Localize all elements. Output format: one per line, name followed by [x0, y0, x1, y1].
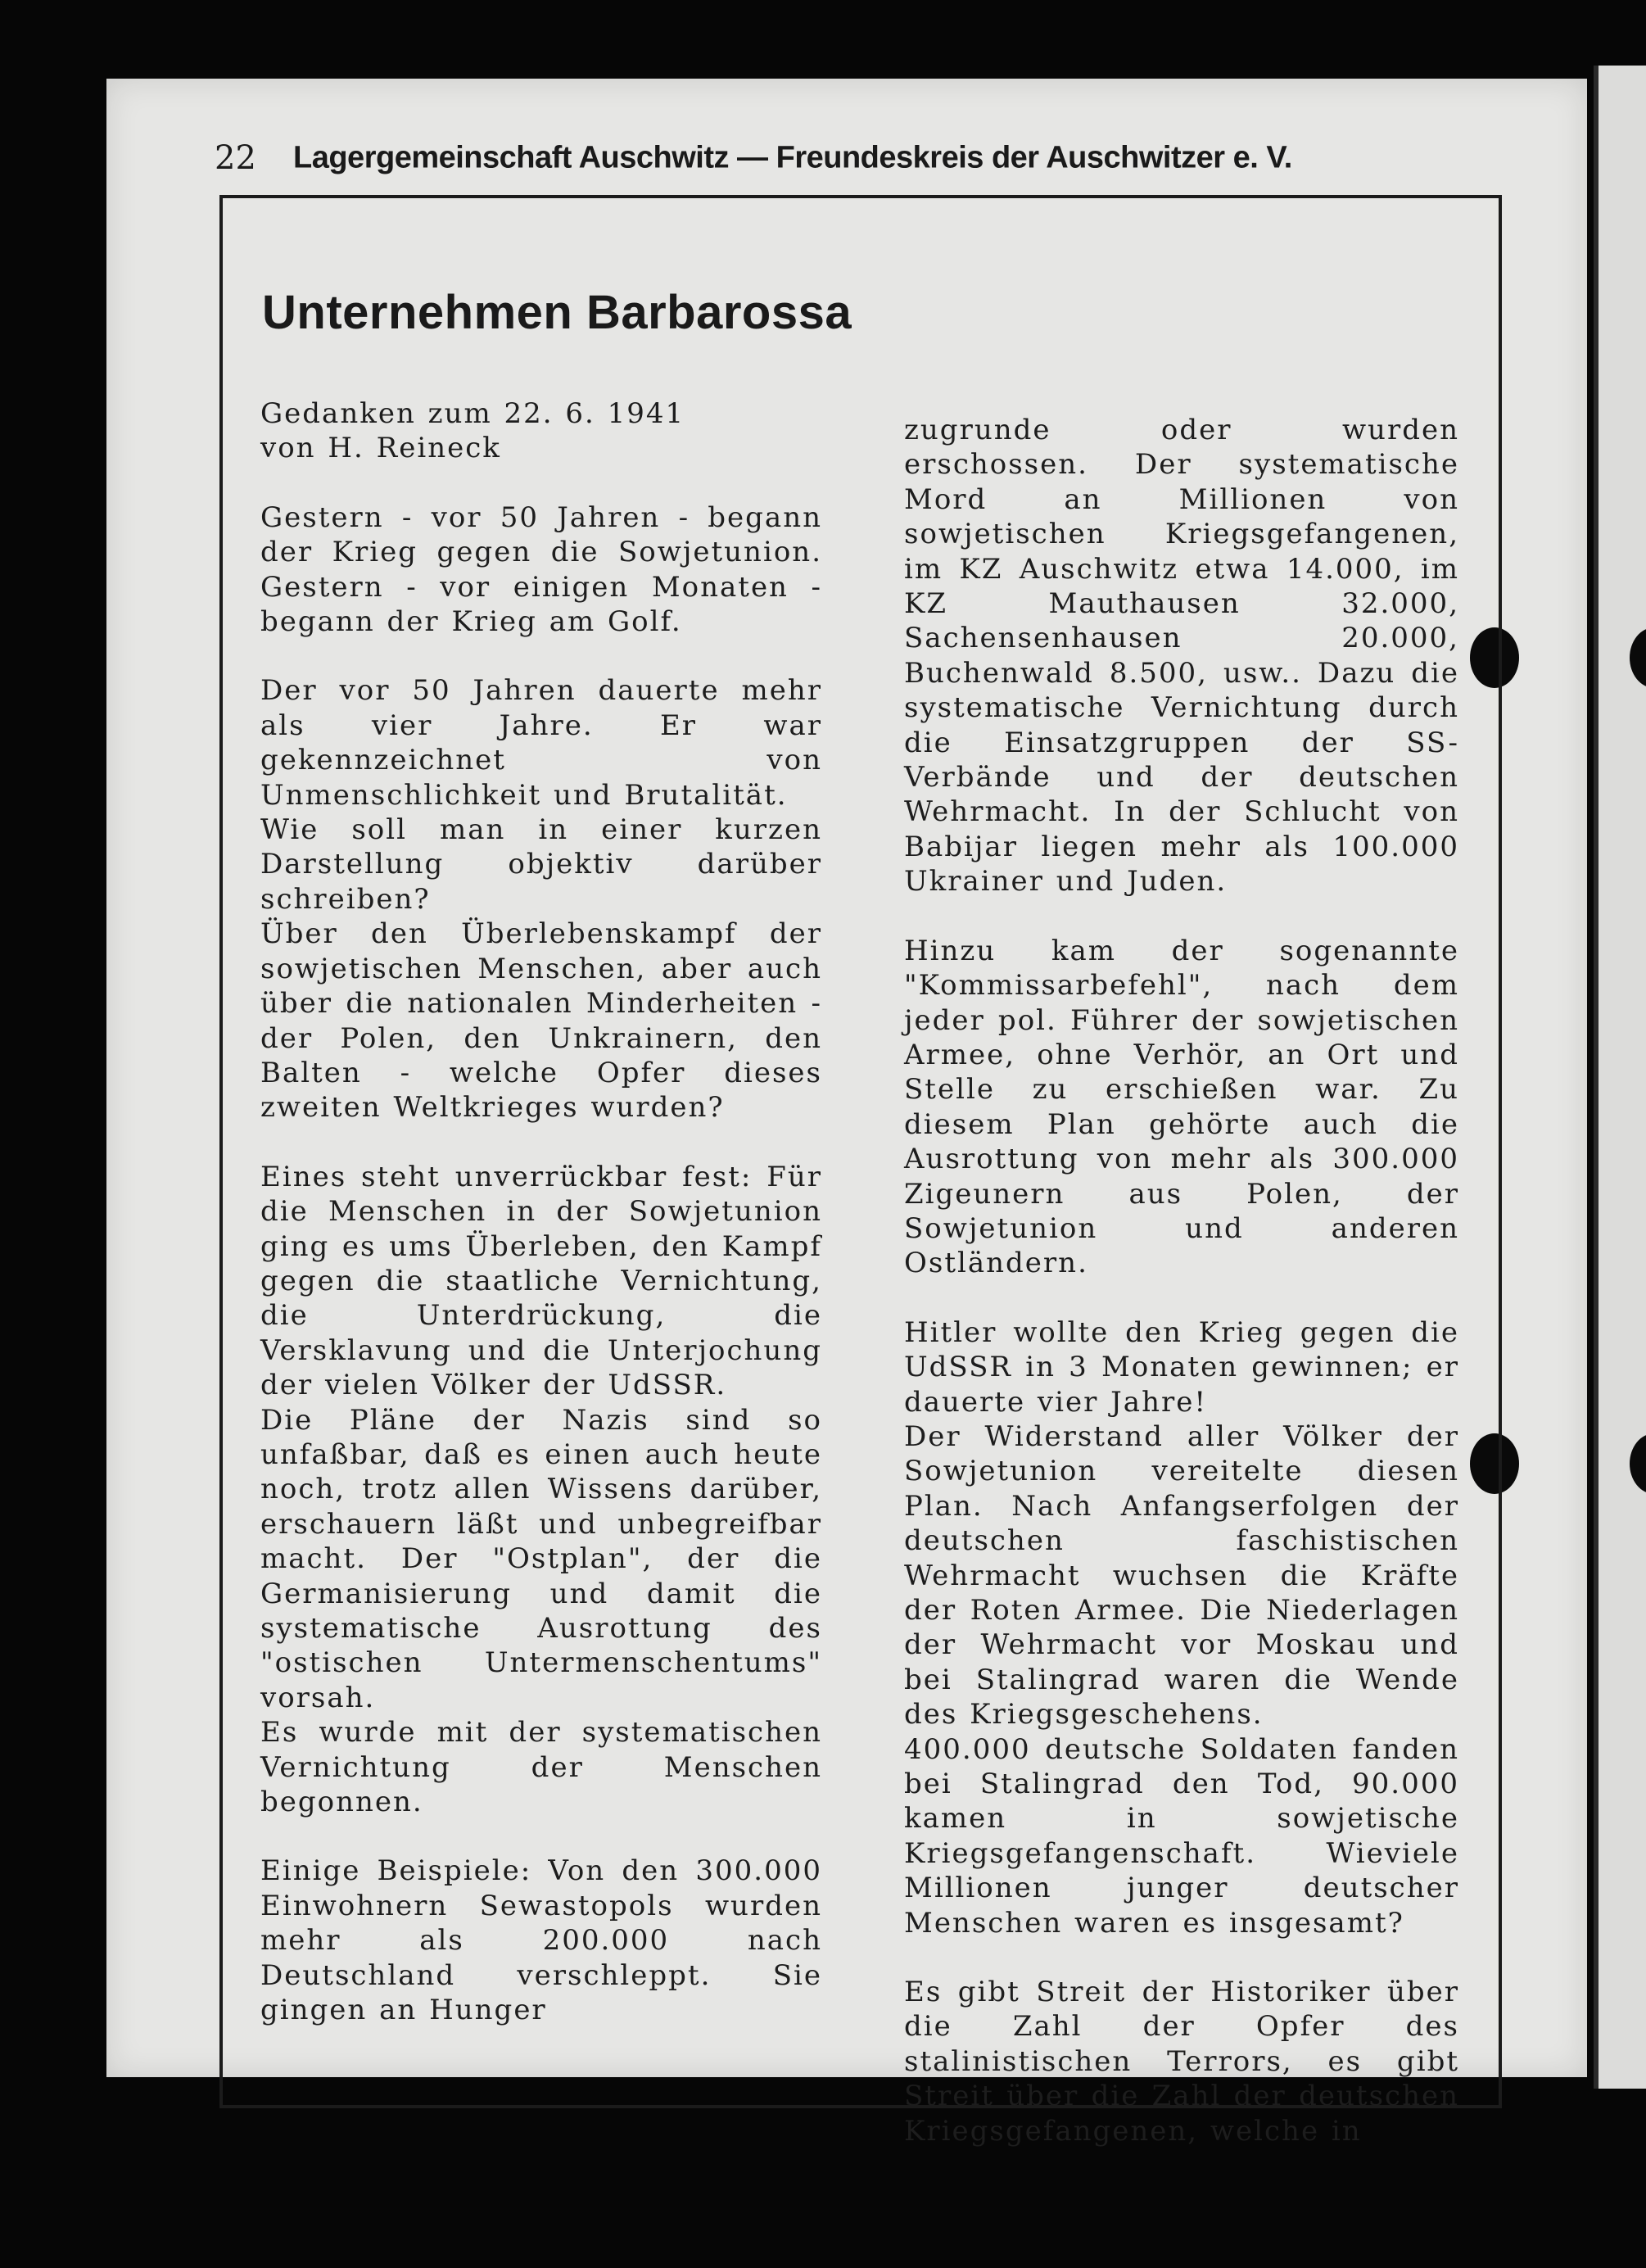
paragraph: Hinzu kam der sogenannte "Kommissarbefehl", nach dem jeder pol. Führer der sowjetischen Armee, ohne Verhör, an Ort und Stelle zu erschießen war. Zu diesem Plan gehörte auch die Ausrottung von mehr als 300.000 Zigeunern aus Polen, der Sowjetunion und anderen Ostländern. — [904, 934, 1459, 1280]
paragraph: Wie soll man in einer kurzen Darstellung objektiv darüber schreiben? — [260, 813, 822, 916]
article-column-right — [904, 413, 1459, 2148]
article-subtitle: Gedanken zum 22. 6. 1941 — [260, 397, 685, 430]
paragraph: Es gibt Streit der Historiker über die Zahl der Opfer des stalinistischen Terrors, es gibt Streit über die Zahl der deutschen Kriegsgefangenen, welche in — [904, 1976, 1459, 2148]
paragraph: Eines steht unverrückbar fest: Für die Menschen in der Sowjetunion ging es ums Überleben, den Kampf gegen die staatliche Vernichtung, die Unterdrückung, die Versklavung und die Unterjochung der vielen Völker der UdSSR. — [260, 1160, 822, 1402]
adjacent-page-edge — [1594, 66, 1646, 2089]
page-number: 22 — [215, 139, 256, 177]
article-title: Unternehmen Barbarossa — [262, 286, 852, 339]
article-column-left — [260, 396, 822, 2027]
paragraph: Einige Beispiele: Von den 300.000 Einwohnern Sewastopols wurden mehr als 200.000 nach Deutschland verschleppt. Sie gingen an Hunger — [260, 1854, 822, 2027]
paragraph: Gestern - vor 50 Jahren - begann der Krieg gegen die Sowjetunion. Gestern - vor einigen Monaten - begann der Krieg am Golf. — [260, 500, 822, 639]
paragraph: Die Pläne der Nazis sind so unfaßbar, daß es einen auch heute noch, trotz allen Wissens darüber, erschauern läßt und unbegreifbar macht. Der "Ostplan", der die Germanisierung und damit die systematische Ausrottung des "ostischen Untermenschentums" vorsah. — [260, 1403, 822, 1714]
paragraph: zugrunde oder wurden erschossen. Der systematische Mord an Millionen von sowjetischen Kriegsgefangenen, im KZ Auschwitz etwa 14.000, im KZ Mauthausen 32.000, Sachensenhausen 20.000, Buchenwald 8.500, usw.. Dazu die systematische Vernichtung durch die Einsatzgruppen der SS-Verbände und der deutschen Wehrmacht. In der Schlucht von Babijar liegen mehr als 100.000 Ukrainer und Juden. — [904, 414, 1459, 899]
paragraph: Über den Überlebenskampf der sowjetischen Menschen, aber auch über die nationalen Minderheiten - der Polen, den Unkrainern, den Balten - welche Opfer dieses zweiten Weltkrieges wurden? — [260, 917, 822, 1125]
paragraph: Der vor 50 Jahren dauerte mehr als vier Jahre. Er war gekennzeichnet von Unmenschlichkeit und Brutalität. — [260, 674, 822, 812]
paragraph: Es wurde mit der systematischen Vernichtung der Menschen begonnen. — [260, 1716, 822, 1819]
running-header — [215, 139, 1525, 188]
paragraph: Der Widerstand aller Völker der Sowjetunion vereitelte diesen Plan. Nach Anfangserfolgen der deutschen faschistischen Wehrmacht wuchsen die Kräfte der Roten Armee. Die Niederlagen der Wehrmacht vor Moskau und bei Stalingrad waren die Wende des Kriegsgeschehens. — [904, 1419, 1459, 1732]
paragraph: Hitler wollte den Krieg gegen die UdSSR in 3 Monaten gewinnen; er dauerte vier Jahre! — [904, 1315, 1459, 1419]
article-author: von H. Reineck — [260, 432, 501, 465]
paragraph: 400.000 deutsche Soldaten fanden bei Stalingrad den Tod, 90.000 kamen in sowjetische Kriegsgefangenschaft. Wieviele Millionen junger deutscher Menschen waren es insgesamt? — [904, 1732, 1459, 1940]
publication-title: Lagergemeinschaft Auschwitz — Freundeskreis der Auschwitzer e. V. — [293, 140, 1292, 175]
